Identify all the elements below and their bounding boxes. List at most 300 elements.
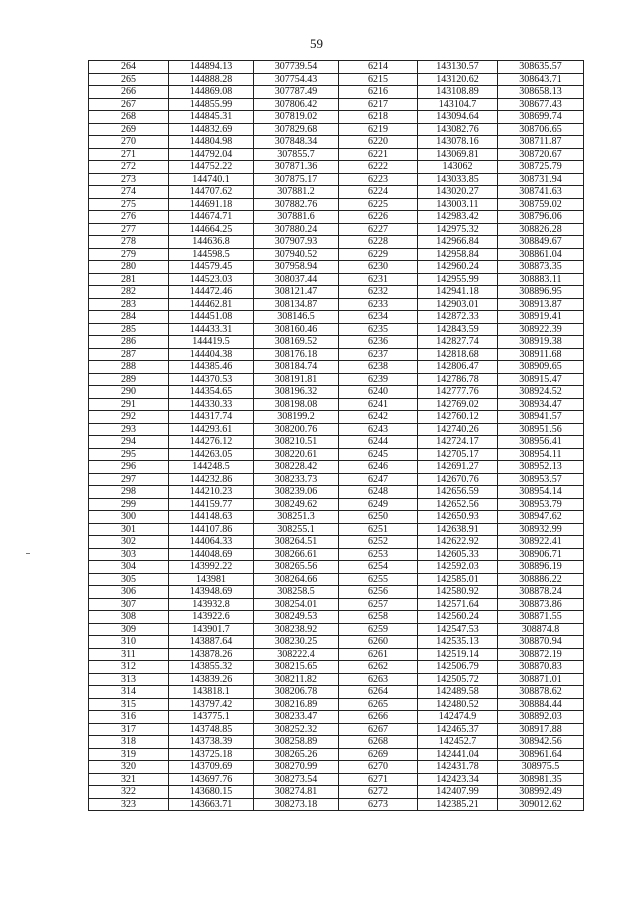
cell-y-coordinate-left: 308228.42 [254,461,339,474]
cell-x-coordinate-left: 144404.38 [169,348,254,361]
cell-y-coordinate-right: 308934.47 [498,398,584,411]
cell-point-number-left: 308 [89,611,169,624]
cell-point-number-right: 6241 [339,398,418,411]
table-row [89,498,584,511]
cell-y-coordinate-left: 307882.76 [254,198,339,211]
cell-y-coordinate-right: 308947.62 [498,511,584,524]
cell-y-coordinate-right: 308635.57 [498,61,584,74]
cell-y-coordinate-left: 308220.61 [254,448,339,461]
table-row [89,111,584,124]
table-row [89,211,584,224]
cell-x-coordinate-right: 142650.93 [418,511,498,524]
cell-x-coordinate-left: 143901.7 [169,623,254,636]
cell-y-coordinate-left: 307881.2 [254,186,339,199]
cell-point-number-left: 314 [89,686,169,699]
page-number: 59 [310,36,323,51]
cell-point-number-right: 6262 [339,661,418,674]
cell-x-coordinate-left: 144523.03 [169,273,254,286]
cell-point-number-left: 275 [89,198,169,211]
cell-point-number-right: 6240 [339,386,418,399]
cell-point-number-left: 272 [89,161,169,174]
cell-point-number-right: 6263 [339,673,418,686]
cell-point-number-right: 6224 [339,186,418,199]
cell-x-coordinate-right: 142786.78 [418,373,498,386]
cell-y-coordinate-left: 308254.01 [254,598,339,611]
cell-y-coordinate-left: 308134.87 [254,298,339,311]
cell-y-coordinate-right: 308906.71 [498,548,584,561]
cell-y-coordinate-left: 307806.42 [254,98,339,111]
cell-point-number-right: 6221 [339,148,418,161]
cell-x-coordinate-left: 143775.1 [169,711,254,724]
table-row [89,323,584,336]
cell-x-coordinate-left: 144664.25 [169,223,254,236]
cell-y-coordinate-right: 308954.11 [498,448,584,461]
cell-y-coordinate-right: 308911.68 [498,348,584,361]
cell-y-coordinate-right: 308871.01 [498,673,584,686]
table-row [89,586,584,599]
cell-point-number-left: 297 [89,473,169,486]
cell-point-number-right: 6226 [339,211,418,224]
cell-point-number-left: 270 [89,136,169,149]
cell-x-coordinate-left: 144317.74 [169,411,254,424]
cell-point-number-right: 6238 [339,361,418,374]
cell-x-coordinate-right: 142705.17 [418,448,498,461]
cell-point-number-right: 6230 [339,261,418,274]
cell-point-number-right: 6244 [339,436,418,449]
cell-point-number-left: 303 [89,548,169,561]
cell-y-coordinate-right: 308913.87 [498,298,584,311]
table-row [89,461,584,474]
cell-point-number-right: 6227 [339,223,418,236]
cell-point-number-left: 266 [89,86,169,99]
cell-point-number-right: 6219 [339,123,418,136]
table-row [89,161,584,174]
cell-x-coordinate-right: 142519.14 [418,648,498,661]
cell-x-coordinate-right: 143082.76 [418,123,498,136]
table-row [89,486,584,499]
cell-x-coordinate-right: 142505.72 [418,673,498,686]
cell-y-coordinate-right: 308873.35 [498,261,584,274]
cell-x-coordinate-right: 142638.91 [418,523,498,536]
table-row [89,748,584,761]
cell-y-coordinate-right: 308932.99 [498,523,584,536]
cell-x-coordinate-left: 144804.98 [169,136,254,149]
cell-point-number-right: 6253 [339,548,418,561]
cell-y-coordinate-right: 308873.86 [498,598,584,611]
cell-y-coordinate-left: 307855.7 [254,148,339,161]
cell-y-coordinate-left: 307907.93 [254,236,339,249]
table-row [89,398,584,411]
table-row [89,61,584,74]
table-row [89,611,584,624]
cell-x-coordinate-right: 142465.37 [418,723,498,736]
cell-x-coordinate-right: 142571.64 [418,598,498,611]
cell-x-coordinate-left: 144792.04 [169,148,254,161]
cell-x-coordinate-left: 143725.18 [169,748,254,761]
cell-point-number-left: 313 [89,673,169,686]
cell-y-coordinate-left: 307829.68 [254,123,339,136]
cell-point-number-left: 280 [89,261,169,274]
cell-y-coordinate-left: 308273.54 [254,773,339,786]
cell-y-coordinate-left: 308258.5 [254,586,339,599]
cell-y-coordinate-right: 308870.94 [498,636,584,649]
cell-y-coordinate-right: 308961.64 [498,748,584,761]
table-row [89,361,584,374]
cell-y-coordinate-right: 308826.28 [498,223,584,236]
cell-point-number-right: 6255 [339,573,418,586]
cell-point-number-right: 6246 [339,461,418,474]
cell-point-number-right: 6237 [339,348,418,361]
cell-point-number-left: 321 [89,773,169,786]
cell-y-coordinate-right: 308924.52 [498,386,584,399]
table-row [89,761,584,774]
cell-x-coordinate-right: 143130.57 [418,61,498,74]
cell-x-coordinate-left: 144148.63 [169,511,254,524]
cell-y-coordinate-right: 308886.22 [498,573,584,586]
cell-point-number-right: 6265 [339,698,418,711]
table-row [89,123,584,136]
cell-y-coordinate-left: 308160.46 [254,323,339,336]
cell-x-coordinate-left: 143878.26 [169,648,254,661]
cell-x-coordinate-right: 142652.56 [418,498,498,511]
cell-y-coordinate-right: 308883.11 [498,273,584,286]
cell-y-coordinate-left: 308249.53 [254,611,339,624]
cell-y-coordinate-left: 308121.47 [254,286,339,299]
cell-y-coordinate-right: 308942.56 [498,736,584,749]
table-row [89,648,584,661]
cell-y-coordinate-left: 308233.47 [254,711,339,724]
cell-point-number-left: 298 [89,486,169,499]
cell-y-coordinate-left: 308191.81 [254,373,339,386]
table-row [89,686,584,699]
cell-y-coordinate-right: 308872.19 [498,648,584,661]
cell-point-number-right: 6242 [339,411,418,424]
cell-point-number-right: 6261 [339,648,418,661]
cell-point-number-right: 6250 [339,511,418,524]
cell-y-coordinate-left: 308265.56 [254,561,339,574]
cell-point-number-left: 296 [89,461,169,474]
cell-x-coordinate-right: 142407.99 [418,786,498,799]
cell-y-coordinate-left: 308199.2 [254,411,339,424]
cell-y-coordinate-right: 308951.56 [498,423,584,436]
cell-y-coordinate-right: 308922.39 [498,323,584,336]
cell-point-number-left: 304 [89,561,169,574]
cell-point-number-left: 273 [89,173,169,186]
table-body [89,61,584,811]
cell-point-number-right: 6235 [339,323,418,336]
cell-y-coordinate-right: 308954.14 [498,486,584,499]
table-row [89,523,584,536]
cell-x-coordinate-left: 144159.77 [169,498,254,511]
cell-y-coordinate-left: 308037.44 [254,273,339,286]
cell-x-coordinate-left: 144855.99 [169,98,254,111]
table-row [89,336,584,349]
cell-x-coordinate-left: 144107.86 [169,523,254,536]
cell-point-number-left: 285 [89,323,169,336]
table-row [89,436,584,449]
cell-y-coordinate-right: 308874.8 [498,623,584,636]
cell-x-coordinate-left: 144370.53 [169,373,254,386]
cell-x-coordinate-right: 142506.79 [418,661,498,674]
cell-y-coordinate-right: 308658.13 [498,86,584,99]
cell-x-coordinate-left: 144248.5 [169,461,254,474]
cell-y-coordinate-left: 307871.36 [254,161,339,174]
cell-y-coordinate-left: 307940.52 [254,248,339,261]
table-row [89,623,584,636]
cell-y-coordinate-left: 308146.5 [254,311,339,324]
cell-y-coordinate-right: 308941.57 [498,411,584,424]
cell-x-coordinate-left: 143855.32 [169,661,254,674]
cell-point-number-left: 284 [89,311,169,324]
cell-point-number-left: 267 [89,98,169,111]
table-row [89,311,584,324]
cell-point-number-left: 317 [89,723,169,736]
cell-point-number-left: 323 [89,798,169,811]
table-row [89,223,584,236]
cell-x-coordinate-left: 143748.85 [169,723,254,736]
cell-point-number-left: 299 [89,498,169,511]
cell-x-coordinate-left: 143948.69 [169,586,254,599]
cell-x-coordinate-right: 142903.01 [418,298,498,311]
cell-x-coordinate-right: 142843.59 [418,323,498,336]
cell-x-coordinate-right: 142452.7 [418,736,498,749]
table-row [89,773,584,786]
cell-x-coordinate-left: 144263.05 [169,448,254,461]
cell-x-coordinate-left: 144472.46 [169,286,254,299]
table-row [89,148,584,161]
cell-point-number-right: 6225 [339,198,418,211]
table-row [89,261,584,274]
cell-x-coordinate-right: 142656.59 [418,486,498,499]
cell-point-number-right: 6248 [339,486,418,499]
cell-x-coordinate-left: 144210.23 [169,486,254,499]
cell-y-coordinate-left: 308184.74 [254,361,339,374]
cell-point-number-right: 6233 [339,298,418,311]
cell-x-coordinate-right: 143069.81 [418,148,498,161]
cell-x-coordinate-right: 142827.74 [418,336,498,349]
cell-x-coordinate-left: 144869.08 [169,86,254,99]
cell-y-coordinate-left: 308265.26 [254,748,339,761]
cell-x-coordinate-left: 144276.12 [169,436,254,449]
cell-x-coordinate-right: 142560.24 [418,611,498,624]
cell-point-number-right: 6252 [339,536,418,549]
cell-x-coordinate-left: 144354.65 [169,386,254,399]
cell-x-coordinate-right: 142806.47 [418,361,498,374]
cell-x-coordinate-left: 144674.71 [169,211,254,224]
table-row [89,448,584,461]
cell-x-coordinate-left: 143709.69 [169,761,254,774]
cell-x-coordinate-left: 143922.6 [169,611,254,624]
cell-y-coordinate-left: 308249.62 [254,498,339,511]
cell-y-coordinate-left: 308251.3 [254,511,339,524]
cell-y-coordinate-right: 308720.67 [498,148,584,161]
cell-y-coordinate-left: 308198.08 [254,398,339,411]
cell-point-number-left: 276 [89,211,169,224]
table-row [89,186,584,199]
cell-y-coordinate-left: 308266.61 [254,548,339,561]
cell-y-coordinate-right: 308896.19 [498,561,584,574]
cell-point-number-left: 315 [89,698,169,711]
cell-x-coordinate-right: 142592.03 [418,561,498,574]
cell-y-coordinate-right: 308870.83 [498,661,584,674]
cell-y-coordinate-left: 308264.51 [254,536,339,549]
cell-x-coordinate-left: 144888.28 [169,73,254,86]
table-row [89,511,584,524]
cell-x-coordinate-right: 142966.84 [418,236,498,249]
cell-point-number-left: 274 [89,186,169,199]
cell-y-coordinate-left: 308216.89 [254,698,339,711]
cell-y-coordinate-right: 308975.5 [498,761,584,774]
cell-x-coordinate-right: 142670.76 [418,473,498,486]
cell-y-coordinate-right: 308861.04 [498,248,584,261]
cell-x-coordinate-left: 144845.31 [169,111,254,124]
cell-y-coordinate-right: 308915.47 [498,373,584,386]
cell-x-coordinate-right: 142580.92 [418,586,498,599]
cell-point-number-right: 6229 [339,248,418,261]
cell-x-coordinate-right: 143020.27 [418,186,498,199]
cell-y-coordinate-left: 308255.1 [254,523,339,536]
table-row [89,348,584,361]
cell-y-coordinate-left: 307881.6 [254,211,339,224]
cell-y-coordinate-left: 308222.4 [254,648,339,661]
table-row [89,661,584,674]
cell-y-coordinate-left: 308176.18 [254,348,339,361]
cell-point-number-right: 6234 [339,311,418,324]
cell-y-coordinate-right: 308759.02 [498,198,584,211]
cell-point-number-left: 295 [89,448,169,461]
cell-point-number-right: 6247 [339,473,418,486]
cell-point-number-right: 6216 [339,86,418,99]
cell-x-coordinate-right: 142535.13 [418,636,498,649]
cell-y-coordinate-left: 308206.78 [254,686,339,699]
cell-y-coordinate-right: 308741.63 [498,186,584,199]
cell-point-number-left: 293 [89,423,169,436]
cell-y-coordinate-left: 308196.32 [254,386,339,399]
cell-y-coordinate-right: 308731.94 [498,173,584,186]
cell-x-coordinate-left: 144832.69 [169,123,254,136]
table-row [89,798,584,811]
cell-x-coordinate-right: 142489.58 [418,686,498,699]
cell-point-number-left: 277 [89,223,169,236]
table-row [89,386,584,399]
cell-point-number-left: 309 [89,623,169,636]
cell-x-coordinate-left: 144293.61 [169,423,254,436]
cell-point-number-left: 268 [89,111,169,124]
cell-y-coordinate-left: 308169.52 [254,336,339,349]
cell-x-coordinate-left: 143680.15 [169,786,254,799]
cell-x-coordinate-left: 144691.18 [169,198,254,211]
cell-point-number-left: 312 [89,661,169,674]
cell-point-number-right: 6268 [339,736,418,749]
table-row [89,248,584,261]
cell-x-coordinate-left: 143697.76 [169,773,254,786]
cell-x-coordinate-right: 142547.53 [418,623,498,636]
cell-point-number-right: 6259 [339,623,418,636]
cell-point-number-left: 289 [89,373,169,386]
table-row [89,236,584,249]
cell-point-number-left: 288 [89,361,169,374]
cell-x-coordinate-left: 143839.26 [169,673,254,686]
cell-x-coordinate-left: 144894.13 [169,61,254,74]
cell-x-coordinate-right: 143120.62 [418,73,498,86]
cell-x-coordinate-right: 142760.12 [418,411,498,424]
cell-y-coordinate-right: 308896.95 [498,286,584,299]
cell-x-coordinate-left: 143663.71 [169,798,254,811]
cell-point-number-right: 6236 [339,336,418,349]
table-row [89,598,584,611]
cell-y-coordinate-left: 308252.32 [254,723,339,736]
cell-x-coordinate-left: 144232.86 [169,473,254,486]
cell-point-number-right: 6249 [339,498,418,511]
table-row [89,561,584,574]
cell-point-number-left: 290 [89,386,169,399]
table-row [89,273,584,286]
cell-y-coordinate-right: 308711.87 [498,136,584,149]
cell-x-coordinate-right: 142423.34 [418,773,498,786]
cell-y-coordinate-right: 308706.65 [498,123,584,136]
cell-point-number-right: 6266 [339,711,418,724]
cell-point-number-left: 271 [89,148,169,161]
cell-x-coordinate-left: 144385.46 [169,361,254,374]
cell-y-coordinate-left: 308273.18 [254,798,339,811]
cell-y-coordinate-left: 308264.66 [254,573,339,586]
cell-point-number-right: 6217 [339,98,418,111]
cell-x-coordinate-left: 144636.8 [169,236,254,249]
table-row [89,536,584,549]
cell-x-coordinate-left: 144579.45 [169,261,254,274]
cell-x-coordinate-right: 142975.32 [418,223,498,236]
cell-point-number-right: 6251 [339,523,418,536]
cell-y-coordinate-right: 308699.74 [498,111,584,124]
cell-y-coordinate-right: 308953.57 [498,473,584,486]
table-row [89,286,584,299]
cell-y-coordinate-left: 308258.89 [254,736,339,749]
cell-x-coordinate-left: 144064.33 [169,536,254,549]
cell-x-coordinate-left: 143981 [169,573,254,586]
cell-y-coordinate-left: 308239.06 [254,486,339,499]
cell-y-coordinate-left: 308233.73 [254,473,339,486]
table-row [89,198,584,211]
cell-x-coordinate-right: 142983.42 [418,211,498,224]
cell-y-coordinate-right: 308922.41 [498,536,584,549]
cell-x-coordinate-right: 142441.04 [418,748,498,761]
cell-point-number-right: 6270 [339,761,418,774]
cell-x-coordinate-right: 143003.11 [418,198,498,211]
cell-y-coordinate-left: 307739.54 [254,61,339,74]
cell-x-coordinate-right: 142622.92 [418,536,498,549]
cell-x-coordinate-left: 144462.81 [169,298,254,311]
cell-point-number-left: 301 [89,523,169,536]
cell-point-number-left: 292 [89,411,169,424]
margin-mark [26,553,30,554]
cell-point-number-left: 302 [89,536,169,549]
cell-point-number-right: 6239 [339,373,418,386]
cell-point-number-left: 322 [89,786,169,799]
cell-x-coordinate-left: 144598.5 [169,248,254,261]
cell-y-coordinate-left: 308210.51 [254,436,339,449]
cell-y-coordinate-right: 308952.13 [498,461,584,474]
table-row [89,298,584,311]
cell-point-number-right: 6243 [339,423,418,436]
cell-y-coordinate-left: 307880.24 [254,223,339,236]
cell-point-number-left: 294 [89,436,169,449]
cell-y-coordinate-right: 308878.24 [498,586,584,599]
cell-point-number-right: 6260 [339,636,418,649]
table-row [89,573,584,586]
cell-y-coordinate-right: 308643.71 [498,73,584,86]
cell-x-coordinate-right: 142955.99 [418,273,498,286]
cell-point-number-right: 6264 [339,686,418,699]
